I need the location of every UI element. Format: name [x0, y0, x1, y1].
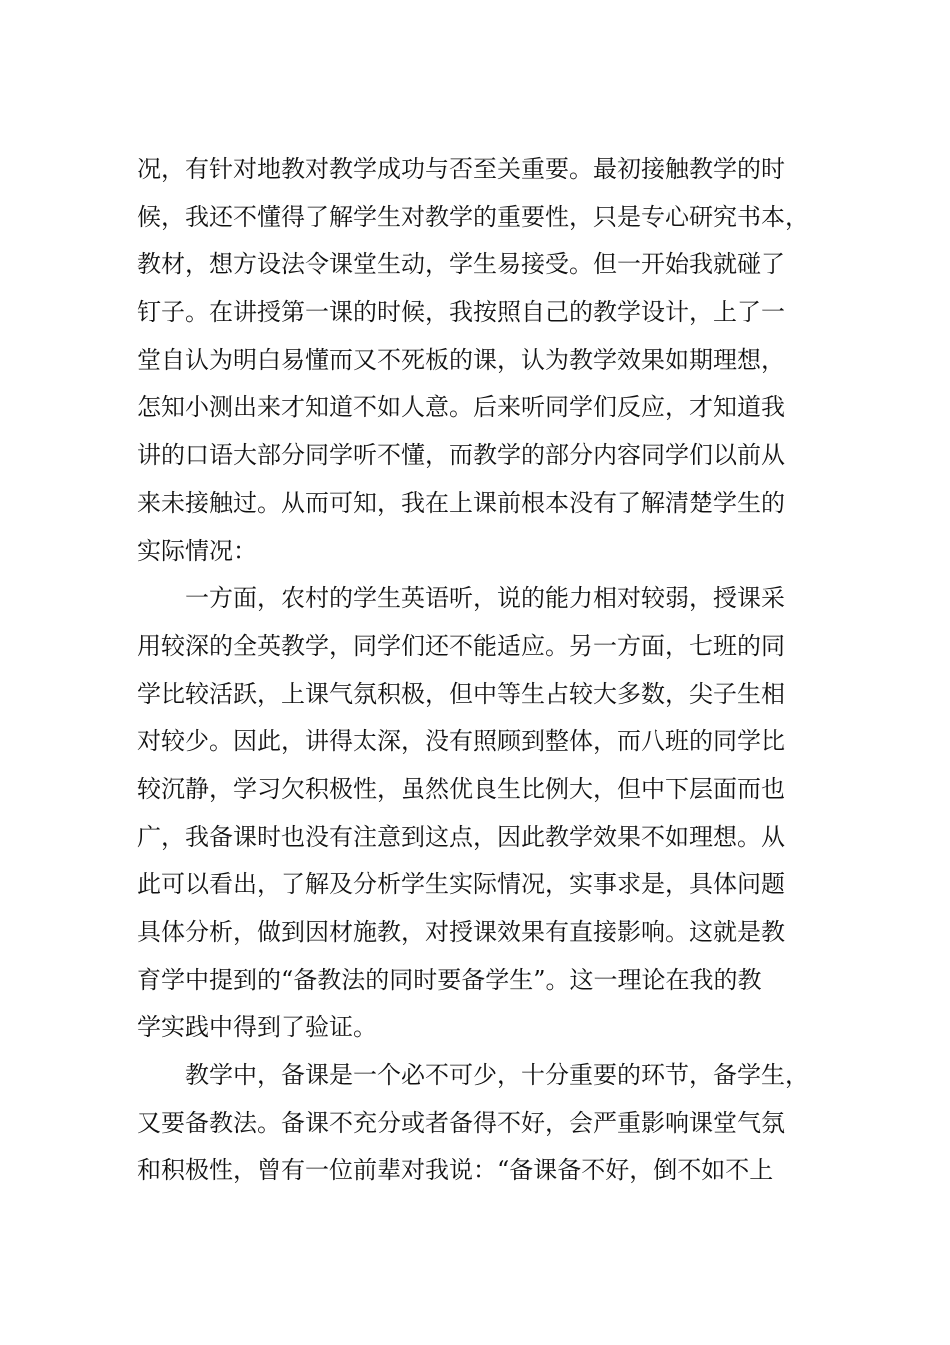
text-line: 育学中提到的“备教法的同时要备学生”。这一理论在我的教	[137, 965, 762, 994]
text-line: 对较少。因此，讲得太深，没有照顾到整体，而八班的同学比	[137, 727, 785, 756]
text-line: 和积极性，曾有一位前辈对我说：“备课备不好，倒不如不上	[137, 1156, 774, 1185]
paragraph-start-line: 一方面，农村的学生英语听，说的能力相对较弱，授课采	[185, 584, 785, 613]
text-line: 来未接触过。从而可知，我在上课前根本没有了解清楚学生的	[137, 488, 785, 517]
text-line: 怎知小测出来才知道不如人意。后来听同学们反应，才知道我	[137, 393, 785, 422]
text-line: 候，我还不懂得了解学生对教学的重要性，只是专心研究书本，	[137, 202, 809, 231]
text-line: 较沉静，学习欠积极性，虽然优良生比例大，但中下层面而也	[137, 774, 785, 803]
paragraph-start-line: 教学中，备课是一个必不可少，十分重要的环节，备学生，	[185, 1061, 809, 1090]
text-line: 况，有针对地教对教学成功与否至关重要。最初接触教学的时	[137, 155, 785, 183]
text-line: 学实践中得到了验证。	[137, 1013, 377, 1042]
body-text	[137, 146, 809, 1195]
text-line: 用较深的全英教学，同学们还不能适应。另一方面，七班的同	[137, 631, 785, 660]
text-line: 讲的口语大部分同学听不懂，而教学的部分内容同学们以前从	[137, 441, 785, 470]
text-line: 又要备教法。备课不充分或者备得不好，会严重影响课堂气氛	[137, 1108, 785, 1137]
text-line: 广，我备课时也没有注意到这点，因此教学效果不如理想。从	[137, 822, 785, 851]
text-line: 堂自认为明白易懂而又不死板的课，认为教学效果如期理想，	[137, 345, 785, 374]
text-line: 此可以看出，了解及分析学生实际情况，实事求是，具体问题	[137, 870, 785, 899]
text-line: 钉子。在讲授第一课的时候，我按照自己的教学设计，上了一	[137, 298, 785, 327]
text-line: 学比较活跃，上课气氛积极，但中等生占较大多数，尖子生相	[137, 679, 785, 708]
text-line: 教材，想方设法令课堂生动，学生易接受。但一开始我就碰了	[137, 250, 785, 279]
text-line: 具体分析，做到因材施教，对授课效果有直接影响。这就是教	[137, 918, 785, 946]
text-line: 实际情况：	[137, 536, 257, 565]
